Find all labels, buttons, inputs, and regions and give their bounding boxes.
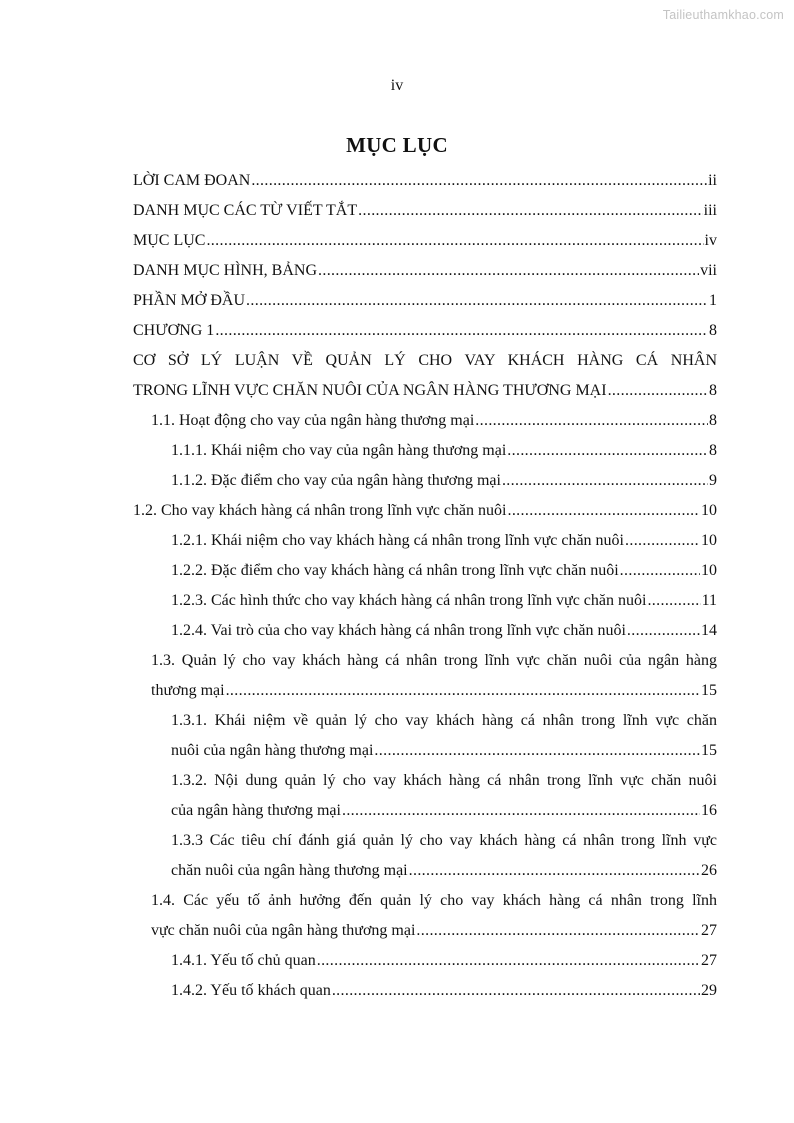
toc-entry-text: 1.4.1. Yếu tố chủ quan <box>171 952 316 969</box>
toc-entry-page: 27 <box>701 952 717 969</box>
toc-entry-page: 27 <box>701 922 717 939</box>
toc-entry-text: của ngân hàng thương mại <box>171 802 341 819</box>
toc-entry-text: CHƯƠNG 1 <box>133 322 215 339</box>
toc-entry-page: 10 <box>701 562 717 579</box>
toc-entry-text: nuôi của ngân hàng thương mại <box>171 742 374 759</box>
toc-entry-text: TRONG LĨNH VỰC CHĂN NUÔI CỦA NGÂN HÀNG THƯƠNG MẠI <box>133 382 607 399</box>
toc-entry-text: 1.3. Quản lý cho vay khách hàng cá nhân trong lĩnh vực chăn nuôi của ngân hàng <box>151 652 717 669</box>
toc-entry[interactable] <box>133 586 717 616</box>
toc-entry-line2[interactable] <box>133 856 717 886</box>
toc-leader <box>475 406 708 436</box>
toc-entry-page: iii <box>703 202 717 219</box>
toc-entry-line2[interactable] <box>133 376 717 406</box>
toc-entry-text: 1.4.2. Yếu tố khách quan <box>171 982 331 999</box>
toc-leader <box>627 616 700 646</box>
toc-leader <box>317 946 700 976</box>
toc-entry-text: 1.2.4. Vai trò của cho vay khách hàng cá nhân trong lĩnh vực chăn nuôi <box>171 622 626 639</box>
toc-entry-line1[interactable] <box>133 766 717 796</box>
toc-entry[interactable] <box>133 556 717 586</box>
toc-leader <box>625 526 700 556</box>
toc-entry-text: 1.4. Các yếu tố ảnh hưởng đến quản lý cho vay khách hàng cá nhân trong lĩnh <box>151 892 717 909</box>
toc-leader <box>206 226 703 256</box>
toc-entry-line1[interactable] <box>133 886 717 916</box>
toc-entry-line1[interactable] <box>133 826 717 856</box>
toc-entry[interactable] <box>133 196 717 226</box>
toc-entry-page: 11 <box>701 592 717 609</box>
toc-leader <box>409 856 700 886</box>
toc-entry-text: 1.2. Cho vay khách hàng cá nhân trong lĩnh vực chăn nuôi <box>133 502 507 519</box>
toc-leader <box>374 736 700 766</box>
toc-entry-text: vực chăn nuôi của ngân hàng thương mại <box>151 922 416 939</box>
toc-leader <box>608 376 708 406</box>
table-of-contents <box>133 166 717 1006</box>
toc-entry[interactable] <box>133 616 717 646</box>
toc-entry-page: iv <box>704 232 717 249</box>
toc-entry-page: ii <box>708 172 717 189</box>
toc-entry[interactable] <box>133 436 717 466</box>
toc-entry-text: 1.2.2. Đặc điểm cho vay khách hàng cá nhân trong lĩnh vực chăn nuôi <box>171 562 619 579</box>
toc-entry-page: 8 <box>709 382 717 399</box>
toc-entry-line1[interactable] <box>133 706 717 736</box>
toc-leader <box>246 286 708 316</box>
toc-entry-line2[interactable] <box>133 796 717 826</box>
toc-entry-text: DANH MỤC CÁC TỪ VIẾT TẮT <box>133 202 358 219</box>
toc-leader <box>620 556 700 586</box>
toc-entry-text: 1.1.2. Đặc điểm cho vay của ngân hàng thương mại <box>171 472 501 489</box>
toc-leader <box>507 496 700 526</box>
toc-entry-page: 26 <box>701 862 717 879</box>
toc-leader <box>251 166 707 196</box>
toc-entry-text: 1.3.3 Các tiêu chí đánh giá quản lý cho vay khách hàng cá nhân trong lĩnh vực <box>171 832 717 849</box>
toc-leader <box>342 796 700 826</box>
toc-entry-line2[interactable] <box>133 676 717 706</box>
toc-entry[interactable] <box>133 946 717 976</box>
toc-entry-page: 29 <box>701 982 717 999</box>
toc-entry-page: 15 <box>701 682 717 699</box>
toc-entry-page: 10 <box>701 502 717 519</box>
toc-entry-text: 1.3.2. Nội dung quản lý cho vay khách hàng cá nhân trong lĩnh vực chăn nuôi <box>171 772 717 789</box>
watermark: Tailieuthamkhao.com <box>662 8 784 22</box>
toc-entry-text: 1.1.1. Khái niệm cho vay của ngân hàng thương mại <box>171 442 507 459</box>
toc-entry-line2[interactable] <box>133 736 717 766</box>
toc-entry-text: 1.2.3. Các hình thức cho vay khách hàng cá nhân trong lĩnh vực chăn nuôi <box>171 592 647 609</box>
toc-entry-text: MỤC LỤC <box>133 232 206 249</box>
toc-entry-text: CƠ SỞ LÝ LUẬN VỀ QUẢN LÝ CHO VAY KHÁCH HÀNG CÁ NHÂN <box>133 352 717 369</box>
toc-leader <box>215 316 708 346</box>
toc-entry[interactable] <box>133 526 717 556</box>
toc-leader <box>502 466 708 496</box>
toc-entry-text: 1.1. Hoạt động cho vay của ngân hàng thương mại <box>151 412 475 429</box>
toc-entry-page: 9 <box>709 472 717 489</box>
toc-entry-text: PHẦN MỞ ĐẦU <box>133 292 246 309</box>
toc-leader <box>507 436 708 466</box>
toc-entry[interactable] <box>133 466 717 496</box>
toc-entry[interactable] <box>133 976 717 1006</box>
toc-entry-page: 8 <box>709 322 717 339</box>
toc-entry[interactable] <box>133 316 717 346</box>
toc-entry-text: 1.3.1. Khái niệm về quản lý cho vay khách hàng cá nhân trong lĩnh vực chăn <box>171 712 717 729</box>
toc-entry[interactable] <box>133 226 717 256</box>
toc-entry-page: vii <box>700 262 717 279</box>
toc-entry[interactable] <box>133 166 717 196</box>
toc-entry[interactable] <box>133 256 717 286</box>
toc-entry-page: 1 <box>709 292 717 309</box>
toc-entry-page: 8 <box>709 442 717 459</box>
toc-entry-text: thương mại <box>151 682 225 699</box>
toc-entry-page: 14 <box>701 622 717 639</box>
toc-leader <box>416 916 700 946</box>
toc-leader <box>318 256 699 286</box>
toc-entry-text: chăn nuôi của ngân hàng thương mại <box>171 862 408 879</box>
toc-leader <box>647 586 700 616</box>
toc-entry[interactable] <box>133 496 717 526</box>
toc-entry-text: DANH MỤC HÌNH, BẢNG <box>133 262 317 279</box>
toc-entry-text: 1.2.1. Khái niệm cho vay khách hàng cá nhân trong lĩnh vực chăn nuôi <box>171 532 624 549</box>
toc-entry-page: 8 <box>709 412 717 429</box>
toc-entry-page: 10 <box>701 532 717 549</box>
toc-entry[interactable] <box>133 286 717 316</box>
toc-entry-page: 16 <box>701 802 717 819</box>
toc-entry-page: 15 <box>701 742 717 759</box>
toc-leader <box>332 976 700 1006</box>
page-number: iv <box>390 77 404 94</box>
toc-entry-line2[interactable] <box>133 916 717 946</box>
toc-entry-text: LỜI CAM ĐOAN <box>133 172 251 189</box>
toc-leader <box>358 196 703 226</box>
toc-leader <box>226 676 700 706</box>
toc-entry-line1[interactable] <box>133 346 717 376</box>
page-title: MỤC LỤC <box>346 133 448 157</box>
toc-entry-line1[interactable] <box>133 646 717 676</box>
toc-entry[interactable] <box>133 406 717 436</box>
